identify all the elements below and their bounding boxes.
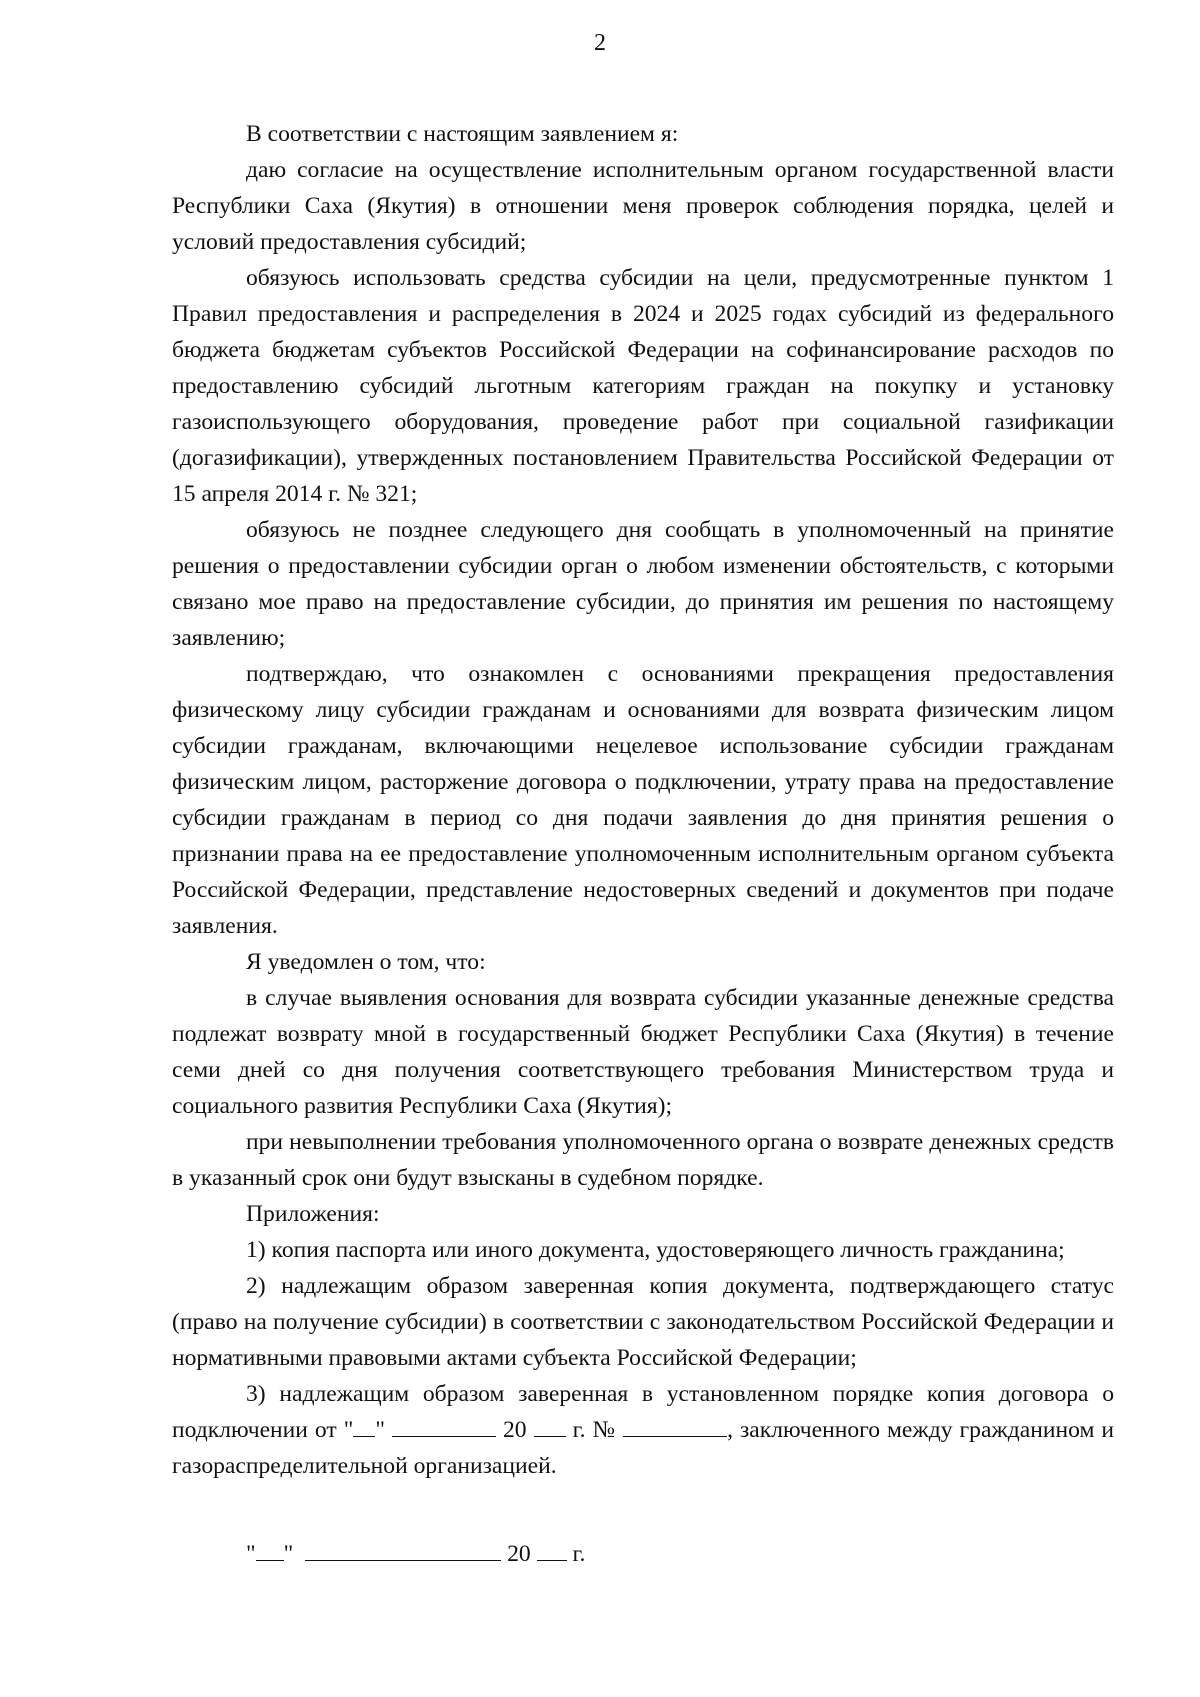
attachment-3 <box>172 1376 1114 1484</box>
date-year-blank[interactable] <box>537 1538 567 1561</box>
date-quote-open: " <box>246 1541 256 1567</box>
attachment-3-tail: , заключенного между гражданином и газораспределительной организацией. <box>172 1417 1114 1479</box>
contract-year-prefix: 20 <box>502 1417 527 1443</box>
date-quote-close: " <box>283 1541 294 1567</box>
contract-number-prefix: г. № <box>572 1417 617 1443</box>
paragraph-obligation-notify: обязуюсь не позднее следующего дня сообщать в уполномоченный на принятие решения о предоставлении субсидии орган о любом изменении обстоятельств, с которыми связано мое право на предоставление субсидии, до принятия им решения по настоящему заявлению; <box>172 517 1114 651</box>
attachment-1: 1) копия паспорта или иного документа, удостоверяющего личность гражданина; <box>246 1237 1065 1263</box>
page-number: 2 <box>594 30 606 56</box>
date-year-prefix: 20 <box>507 1541 531 1567</box>
contract-month-blank[interactable] <box>392 1414 496 1437</box>
paragraph-refund-case: в случае выявления основания для возврата субсидии указанные денежные средства подлежат возврату мной в государственный бюджет Республики Саха (Якутия) в течение семи дней со дня получения соответствующего требования Министерством труда и социального развития Республики Саха (Якутия); <box>172 985 1114 1119</box>
paragraph-court: при невыполнении требования уполномоченного органа о возврате денежных средств в указанный срок они будут взысканы в судебном порядке. <box>172 1129 1114 1191</box>
date-day-blank[interactable] <box>256 1538 284 1561</box>
contract-day-blank[interactable] <box>353 1414 375 1437</box>
document-body <box>172 116 1114 1484</box>
date-year-suffix: г. <box>572 1541 586 1567</box>
attachments-heading: Приложения: <box>246 1201 380 1227</box>
date-month-blank[interactable] <box>305 1538 501 1561</box>
contract-number-blank[interactable] <box>623 1414 727 1437</box>
signature-date-line <box>246 1536 585 1572</box>
attachment-3-text: 3) надлежащим образом заверенная в установленном порядке копия договора о подключении от " <box>172 1381 1114 1443</box>
paragraph-consent: даю согласие на осуществление исполнительным органом государственной власти Республики Саха (Якутия) в отношении меня проверок соблюдения порядка, целей и условий предоставления субсидий; <box>172 157 1114 255</box>
paragraph-notified: Я уведомлен о том, что: <box>246 949 486 975</box>
attachment-3-quote: " <box>375 1417 385 1443</box>
paragraph-obligation-use: обязуюсь использовать средства субсидии на цели, предусмотренные пунктом 1 Правил предоставления и распределения в 2024 и 2025 годах субсидий из федерального бюджета бюджетам субъектов Российской Федерации на софинансирование расходов по предоставлению субсидий льготным категориям граждан на покупку и установку газоиспользующего оборудования, проведение работ при социальной газификации (догазификации), утвержденных постановлением Правительства Российской Федерации от 15 апреля 2014 г. № 321; <box>172 265 1114 507</box>
paragraph-intro: В соответствии с настоящим заявлением я: <box>246 121 679 147</box>
contract-year-blank[interactable] <box>534 1414 566 1437</box>
paragraph-confirm: подтверждаю, что ознакомлен с основаниями прекращения предоставления физическому лицу субсидии гражданам и основаниями для возврата физическим лицом субсидии гражданам, включающими нецелевое использование субсидии гражданам физическим лицом, расторжение договора о подключении, утрату права на предоставление субсидии гражданам в период со дня подачи заявления до дня принятия решения о признании права на ее предоставление уполномоченным исполнительным органом субъекта Российской Федерации, представление недостоверных сведений и документов при подаче заявления. <box>172 661 1114 939</box>
attachment-2: 2) надлежащим образом заверенная копия документа, подтверждающего статус (право на получение субсидии) в соответствии с законодательством Российской Федерации и нормативными правовыми актами субъекта Российской Федерации; <box>172 1273 1114 1371</box>
